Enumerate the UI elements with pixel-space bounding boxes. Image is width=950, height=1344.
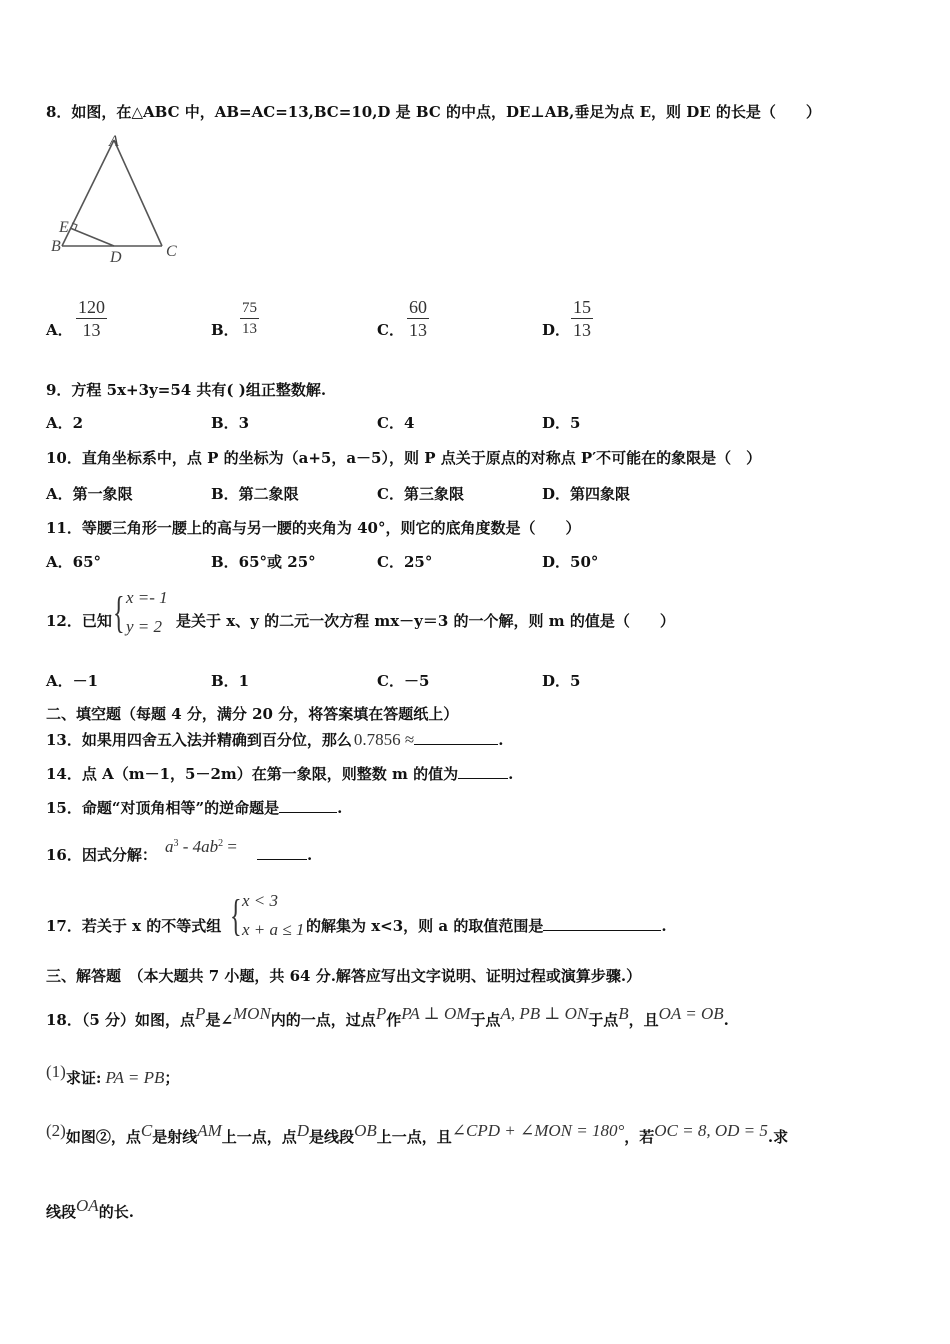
q11-option-a[interactable]: A．65° [46, 553, 102, 571]
q8-option-a[interactable]: A． [46, 321, 73, 339]
question-13: 13．如果用四舍五入法并精确到百分位，那么 0.7856 ≈ . [46, 730, 504, 749]
q8-option-d-fraction: $\frac{15}{13}$ [573, 297, 591, 340]
question-14: 14．点 A（m－1，5－2m）在第一象限，则整数 m 的值为 . [46, 765, 514, 783]
q17-answer-blank[interactable] [543, 930, 661, 931]
q9-option-a[interactable]: A．2 [46, 414, 84, 432]
q12-option-d[interactable]: D．5 [542, 672, 581, 690]
q12-brace: { [113, 588, 125, 637]
question-17-text: 的解集为 x<3，则 a 的取值范围是 . [306, 917, 667, 935]
q11-option-c[interactable]: C．25° [377, 553, 433, 571]
question-18-text: 18．（5 分）如图，点$^P$是∠$^{MON}$内的一点，过点$^P$作$^{PA \perp OM}$于点$^{A, PB \perp ON}$于点$^B$，且$^{OA = OB}$. [46, 1004, 729, 1029]
section-3-title: 三、解答题 （本大题共 7 小题，共 64 分.解答应写出文字说明、证明过程或演算步骤.） [46, 967, 642, 985]
q10-option-d[interactable]: D．第四象限 [542, 485, 631, 503]
label-a: A [109, 133, 119, 150]
question-15: 15．命题“对顶角相等”的逆命题是 . [46, 799, 343, 817]
q17-system-line-1: x < 3 [242, 891, 279, 910]
q8-option-b-fraction: $\frac{75}{13}$ [242, 300, 257, 337]
q12-system-line-1: x =- 1 [126, 588, 168, 607]
label-b: B [51, 238, 61, 255]
q9-option-b[interactable]: B．3 [211, 414, 250, 432]
question-9-text: 9．方程 5x+3y=54 共有( )组正整数解. [46, 381, 327, 399]
side-ac [114, 140, 162, 246]
label-c: C [166, 243, 177, 260]
q12-option-a[interactable]: A．－1 [46, 672, 99, 690]
q12-system-line-2: y = 2 [126, 617, 163, 636]
side-ab [62, 140, 114, 246]
q9-option-d[interactable]: D．5 [542, 414, 581, 432]
q8-option-d[interactable]: D． [542, 321, 571, 339]
q17-brace: { [230, 891, 242, 940]
q11-option-d[interactable]: D．50° [542, 553, 599, 571]
question-18-part-2-cont: 线段$^{OA}$的长. [46, 1196, 134, 1221]
q10-option-a[interactable]: A．第一象限 [46, 485, 133, 503]
q14-answer-blank[interactable] [458, 778, 508, 779]
question-10-text: 10．直角坐标系中，点 P 的坐标为（a+5，a－5），则 P 点关于原点的对称点 P′不可能在的象限是（ ） [46, 449, 762, 467]
q9-option-c[interactable]: C．4 [377, 414, 415, 432]
question-18-part-1: $^{(1)}$求证: PA = PB； [46, 1062, 180, 1087]
label-e: E [59, 219, 69, 236]
label-d: D [110, 249, 122, 266]
q8-option-a-fraction: $\frac{120}{13}$ [78, 297, 105, 340]
q10-option-b[interactable]: B．第二象限 [211, 485, 299, 503]
q16-expression: $a^3 - 4ab^2$ = [165, 837, 238, 856]
question-16: 16．因式分解： [46, 846, 157, 864]
q12-option-c[interactable]: C．－5 [377, 672, 430, 690]
q8-option-c[interactable]: C． [377, 321, 404, 339]
section-2-title: 二、填空题（每题 4 分，满分 20 分，将答案填在答题纸上） [46, 705, 459, 723]
question-8-text: 8．如图，在△ABC 中，AB=AC=13,BC=10,D 是 BC 的中点，DE⊥AB,垂足为点 E，则 DE 的长是（ ） [46, 103, 821, 121]
question-12-prefix: 12．已知 [46, 612, 112, 630]
question-18-part-2: $^{(2)}$如图②，点$^C$是射线$^{AM}$上一点，点$^D$是线段$^{OB}$上一点，且$^{\angle CPD + \angle MON = 180^\circ}$，若$^{OC = 8, OD = 5}$.求 [46, 1121, 789, 1146]
q13-answer-blank[interactable] [414, 744, 498, 745]
q8-option-b[interactable]: B． [211, 321, 239, 339]
q8-option-c-fraction: $\frac{60}{13}$ [409, 297, 427, 340]
q12-option-b[interactable]: B．1 [211, 672, 250, 690]
q16-answer-blank[interactable] [257, 859, 307, 860]
question-11-text: 11．等腰三角形一腰上的高与另一腰的夹角为 40°，则它的底角度数是（ ） [46, 519, 581, 537]
segment-de [70, 228, 114, 246]
q10-option-c[interactable]: C．第三象限 [377, 485, 464, 503]
q17-system-line-2: x + a ≤ 1 [242, 920, 305, 939]
question-12-text: 是关于 x、y 的二元一次方程 mx－y＝3 的一个解，则 m 的值是（ ） [176, 612, 675, 630]
q11-option-b[interactable]: B．65°或 25° [211, 553, 316, 571]
q15-answer-blank[interactable] [279, 812, 337, 813]
question-17-prefix: 17．若关于 x 的不等式组 [46, 917, 222, 935]
q16-answer: . [257, 845, 312, 865]
